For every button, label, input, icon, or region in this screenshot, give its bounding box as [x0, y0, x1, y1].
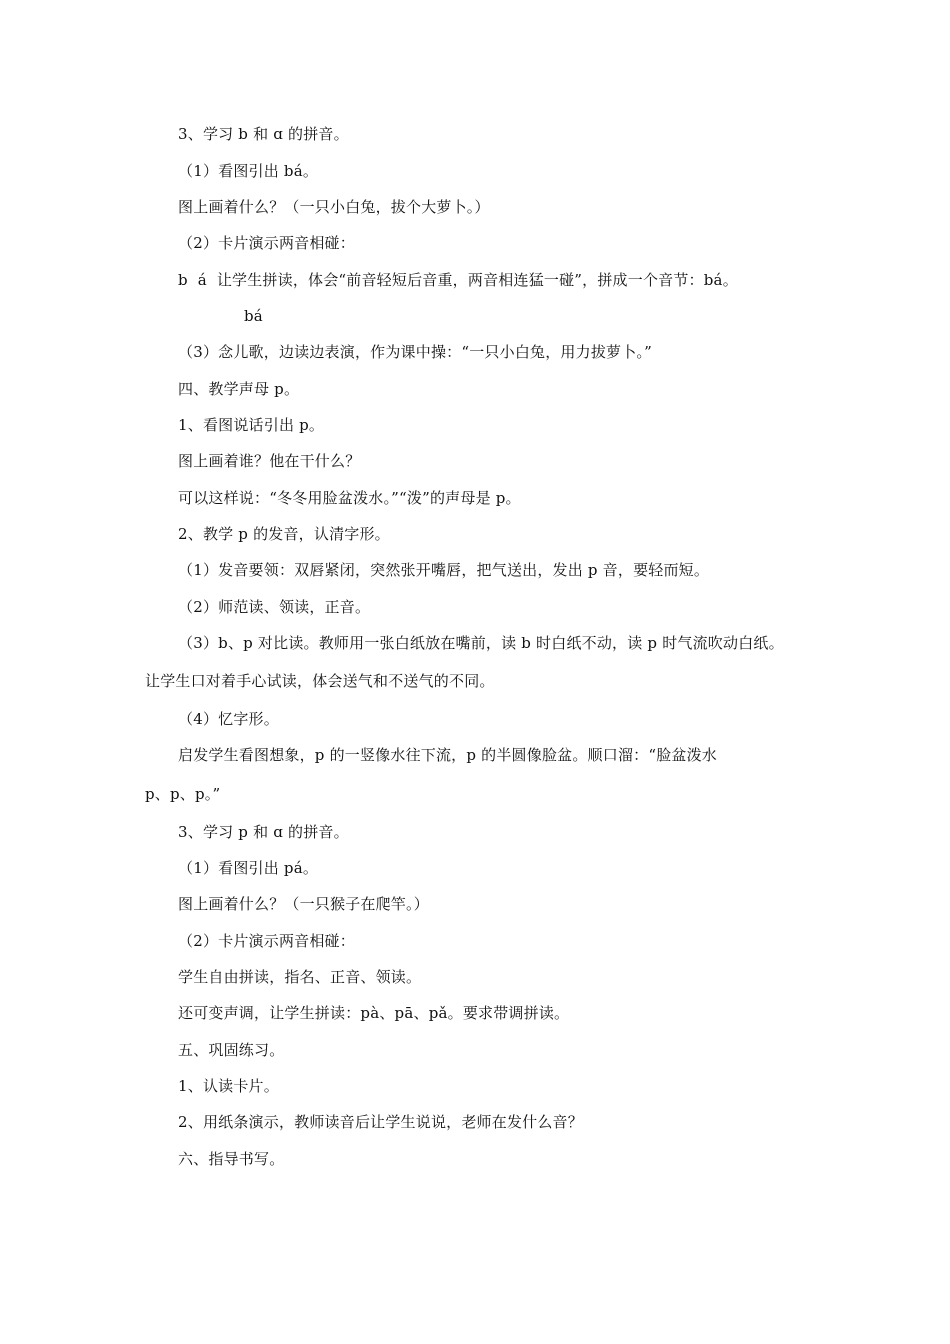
text-line: 1、看图说话引出 p。 — [178, 416, 325, 434]
text-line: p、p、p。” — [145, 785, 221, 803]
text-line: （1）看图引出 pá。 — [178, 859, 319, 877]
text-line: 让学生口对着手心试读，体会送气和不送气的不同。 — [145, 672, 495, 690]
text-line: 3、学习 p 和 ɑ 的拼音。 — [178, 823, 349, 841]
text-line: （1）看图引出 bá。 — [178, 162, 319, 180]
text-line: 启发学生看图想象，p 的一竖像水往下流，p 的半圆像脸盆。顺口溜：“脸盆泼水 — [178, 746, 718, 764]
text-line: 五、巩固练习。 — [178, 1041, 285, 1059]
text-line: 图上画着什么？（一只猴子在爬竿。） — [178, 895, 429, 913]
text-line: 可以这样说：“冬冬用脸盆泼水。”“泼”的声母是 p。 — [178, 489, 521, 507]
text-line: （2）卡片演示两音相碰： — [178, 932, 355, 950]
text-line: 2、教学 p 的发音，认清字形。 — [178, 525, 390, 543]
text-line: （3）念儿歌，边读边表演，作为课中操：“一只小白兔，用力拔萝卜。” — [178, 343, 652, 361]
text-line: （4）忆字形。 — [178, 710, 279, 728]
text-line: 学生自由拼读，指名、正音、领读。 — [178, 968, 422, 986]
text-line: （2）卡片演示两音相碰： — [178, 234, 355, 252]
text-line: 图上画着什么？（一只小白兔，拔个大萝卜。） — [178, 198, 490, 216]
text-line: b á 让学生拼读，体会“前音轻短后音重，两音相连猛一碰”，拼成一个音节：bá。 — [178, 271, 738, 289]
text-line: 还可变声调，让学生拼读：pà、pā、pǎ。要求带调拼读。 — [178, 1004, 570, 1022]
text-line: 2、用纸条演示，教师读音后让学生说说，老师在发什么音？ — [178, 1113, 583, 1131]
text-line: （3）b、p 对比读。教师用一张白纸放在嘴前，读 b 时白纸不动，读 p 时气流吹动白纸。 — [178, 634, 784, 652]
text-line: 1、认读卡片。 — [178, 1077, 279, 1095]
text-line: 图上画着谁？他在干什么？ — [178, 452, 361, 470]
text-line: 3、学习 b 和 ɑ 的拼音。 — [178, 125, 349, 143]
text-line: 四、教学声母 p。 — [178, 380, 300, 398]
text-line: bá — [244, 307, 263, 325]
text-line: （2）师范读、领读，正音。 — [178, 598, 371, 616]
text-line: （1）发音要领：双唇紧闭，突然张开嘴唇，把气送出，发出 p 音，要轻而短。 — [178, 561, 710, 579]
text-line: 六、指导书写。 — [178, 1150, 285, 1168]
